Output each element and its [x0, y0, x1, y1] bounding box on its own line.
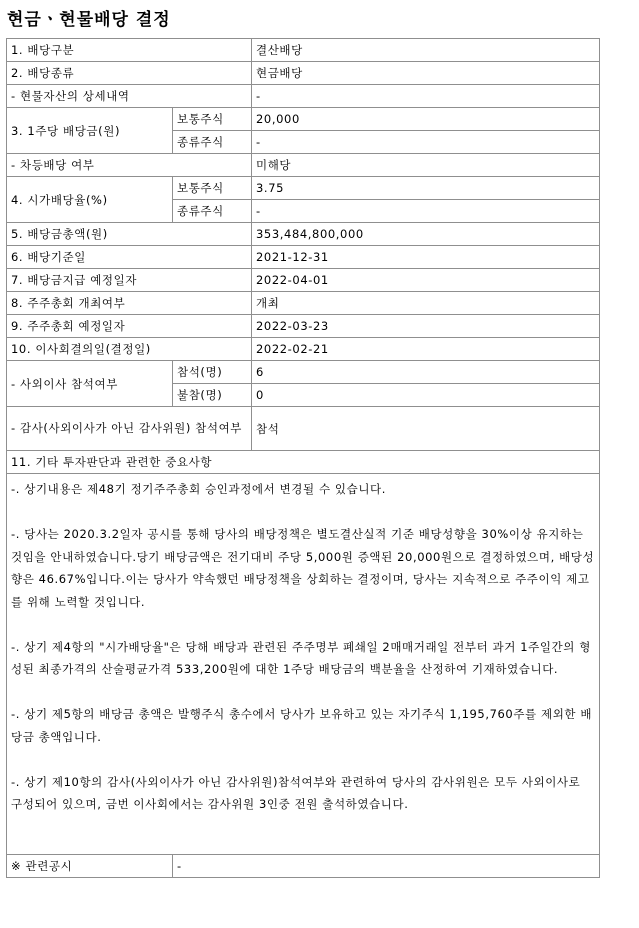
row-market-dividend-rate [7, 177, 600, 200]
row-board-resolution-date [7, 338, 600, 361]
note-paragraph: -. 상기내용은 제48기 정기주주총회 승인과정에서 변경될 수 있습니다. [11, 482, 387, 496]
row-shareholders-meeting-date [7, 315, 600, 338]
row-value: - [252, 85, 600, 108]
row-other-matters-notes [7, 474, 600, 855]
row-dividend-type [7, 62, 600, 85]
disclosure-table [6, 38, 600, 878]
note-paragraph: -. 상기 제4항의 "시가배당율"은 당해 배당과 관련된 주주명부 폐쇄일 2매매거래일 전부터 과거 1주일간의 형성된 최종가격의 산술평균가격 533,200원에 대한 1주당 배당금의 백분율을 산정하여 기재하였습니다. [11, 639, 591, 676]
notes-cell [7, 474, 600, 855]
row-related-disclosure [7, 855, 600, 878]
row-value: 미해당 [252, 154, 600, 177]
sub-label-absent: 불참(명) [173, 384, 252, 407]
row-label: 5. 배당금총액(원) [7, 223, 252, 246]
row-label: 6. 배당기준일 [7, 246, 252, 269]
note-paragraph: -. 상기 제5항의 배당금 총액은 발행주식 총수에서 당사가 보유하고 있는 자기주식 1,195,760주를 제외한 배당금 총액입니다. [11, 707, 593, 744]
row-label: 1. 배당구분 [7, 39, 252, 62]
sub-label-preferred: 종류주식 [173, 131, 252, 154]
row-label: - 사외이사 참석여부 [7, 361, 173, 407]
row-other-matters-header [7, 451, 600, 474]
row-label: - 현물자산의 상세내역 [7, 85, 252, 108]
row-value-preferred: - [252, 131, 600, 154]
note-paragraph: -. 당사는 2020.3.2일자 공시를 통해 당사의 배당정책은 별도결산실적 기준 배당성향을 30%이상 유지하는 것임을 안내하였습니다.당기 배당금액은 전기대비 주당 5,000원 증액된 20,000원으로 결정하였으며, 배당성향은 46.67%입니다.이는 당사가 약속했던 배당정책을 상회하는 결정이며, 당사는 지속적으로 주주이익 제고를 위해 노력할 것입니다. [11, 527, 595, 609]
row-payment-date [7, 269, 600, 292]
row-value-common: 3.75 [252, 177, 600, 200]
row-label: 3. 1주당 배당금(원) [7, 108, 173, 154]
row-differential-dividend [7, 154, 600, 177]
row-label: - 감사(사외이사가 아닌 감사위원) 참석여부 [7, 407, 252, 451]
row-value: 참석 [252, 407, 600, 451]
row-label: 4. 시가배당율(%) [7, 177, 173, 223]
row-in-kind-details [7, 85, 600, 108]
row-value: 2022-04-01 [252, 269, 600, 292]
row-value-present: 6 [252, 361, 600, 384]
row-value-preferred: - [252, 200, 600, 223]
row-value: 현금배당 [252, 62, 600, 85]
row-record-date [7, 246, 600, 269]
row-dividend-per-share [7, 108, 600, 131]
row-label: 8. 주주총회 개최여부 [7, 292, 252, 315]
row-total-dividend [7, 223, 600, 246]
row-auditor-attendance [7, 407, 600, 451]
row-label: 7. 배당금지급 예정일자 [7, 269, 252, 292]
sub-label-preferred: 종류주식 [173, 200, 252, 223]
sub-label-common: 보통주식 [173, 108, 252, 131]
row-label: - 차등배당 여부 [7, 154, 252, 177]
page-title: 현금ㆍ현물배당 결정 [7, 10, 171, 30]
row-shareholders-meeting-held [7, 292, 600, 315]
row-label: ※ 관련공시 [7, 855, 173, 878]
row-value: 2022-03-23 [252, 315, 600, 338]
row-value: 2022-02-21 [252, 338, 600, 361]
row-value-common: 20,000 [252, 108, 600, 131]
sub-label-common: 보통주식 [173, 177, 252, 200]
row-value: 결산배당 [252, 39, 600, 62]
row-label: 10. 이사회결의일(결정일) [7, 338, 252, 361]
row-value: 개최 [252, 292, 600, 315]
row-value: 353,484,800,000 [252, 223, 600, 246]
sub-label-present: 참석(명) [173, 361, 252, 384]
row-outside-director-attendance [7, 361, 600, 384]
row-value-absent: 0 [252, 384, 600, 407]
row-label: 9. 주주총회 예정일자 [7, 315, 252, 338]
row-dividend-category [7, 39, 600, 62]
row-label: 2. 배당종류 [7, 62, 252, 85]
row-value: - [173, 855, 600, 878]
note-paragraph: -. 상기 제10항의 감사(사외이사가 아닌 감사위원)참석여부와 관련하여 당사의 감사위원은 모두 사외이사로 구성되어 있으며, 금번 이사회에서는 감사위원 3인중 전원 출석하였습니다. [11, 774, 581, 811]
row-value: 2021-12-31 [252, 246, 600, 269]
row-label: 11. 기타 투자판단과 관련한 중요사항 [7, 451, 600, 474]
